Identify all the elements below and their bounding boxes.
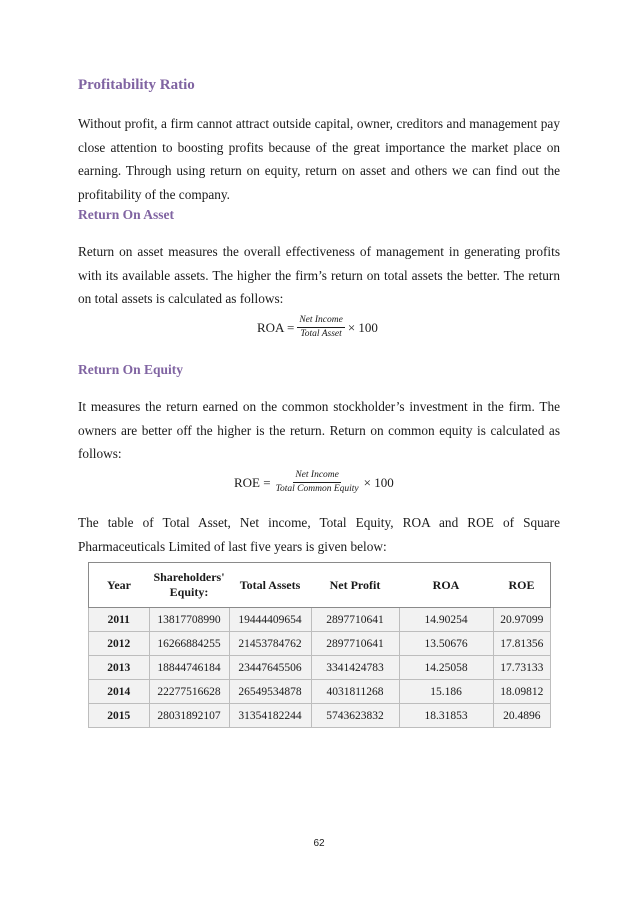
cell-total-assets: 21453784762 (229, 632, 311, 656)
cell-net-profit: 4031811268 (311, 680, 399, 704)
profitability-paragraph: Without profit, a firm cannot attract outside capital, owner, creditors and management pay close attention to boosting profits because of the great importance the market place on earning. Through using return on equity, return on asset and others we can find out the profitability of the company. (78, 116, 560, 202)
header-roe: ROE (493, 563, 551, 608)
cell-total-assets: 23447645506 (229, 656, 311, 680)
cell-roe: 17.73133 (493, 656, 551, 680)
roe-denominator: Total Common Equity (275, 484, 359, 494)
roa-formula (257, 315, 378, 340)
roa-denominator: Total Asset (300, 329, 342, 339)
cell-net-profit: 5743623832 (311, 704, 399, 728)
cell-total-assets: 31354182244 (229, 704, 311, 728)
header-year: Year (89, 563, 150, 608)
table-row (89, 680, 551, 704)
cell-equity: 28031892107 (149, 704, 229, 728)
table-intro-paragraph: The table of Total Asset, Net income, Total Equity, ROA and ROE of Square Pharmaceuticals Limited of last five years is given below: (78, 515, 560, 554)
cell-year: 2011 (89, 608, 150, 632)
table-row (89, 632, 551, 656)
cell-total-assets: 19444409654 (229, 608, 311, 632)
cell-equity: 13817708990 (149, 608, 229, 632)
table-row (89, 656, 551, 680)
cell-roe: 20.4896 (493, 704, 551, 728)
financial-data-table (88, 562, 551, 728)
header-equity: Shareholders' Equity: (149, 563, 229, 608)
cell-total-assets: 26549534878 (229, 680, 311, 704)
roa-formula-rhs: × 100 (347, 319, 378, 335)
table-row (89, 608, 551, 632)
cell-roa: 13.50676 (399, 632, 493, 656)
cell-net-profit: 2897710641 (311, 632, 399, 656)
cell-roa: 14.90254 (399, 608, 493, 632)
cell-equity: 22277516628 (149, 680, 229, 704)
header-total-assets: Total Assets (229, 563, 311, 608)
table-row (89, 704, 551, 728)
roa-fraction (297, 315, 345, 340)
cell-roe: 17.81356 (493, 632, 551, 656)
roa-formula-lhs: ROA = (257, 319, 295, 335)
cell-roa: 15.186 (399, 680, 493, 704)
cell-equity: 16266884255 (149, 632, 229, 656)
table-header-row (89, 563, 551, 608)
page-number: 62 (313, 838, 325, 849)
cell-roa: 18.31853 (399, 704, 493, 728)
cell-year: 2015 (89, 704, 150, 728)
roe-heading: Return On Equity (78, 362, 184, 377)
cell-net-profit: 2897710641 (311, 608, 399, 632)
roa-paragraph: Return on asset measures the overall effectiveness of management in generating profits with its available assets. The higher the firm’s return on total assets the better. The return on total assets is calculated as follows: (78, 244, 560, 306)
roe-formula-rhs: × 100 (363, 474, 394, 490)
roa-heading: Return On Asset (78, 207, 175, 222)
cell-equity: 18844746184 (149, 656, 229, 680)
profitability-heading: Profitability Ratio (78, 77, 195, 93)
cell-year: 2013 (89, 656, 150, 680)
cell-net-profit: 3341424783 (311, 656, 399, 680)
cell-year: 2014 (89, 680, 150, 704)
roa-numerator: Net Income (297, 315, 345, 328)
roe-fraction (274, 470, 361, 495)
cell-roe: 20.97099 (493, 608, 551, 632)
header-roa: ROA (399, 563, 493, 608)
header-net-profit: Net Profit (311, 563, 399, 608)
roe-formula-lhs: ROE = (234, 474, 271, 490)
cell-roe: 18.09812 (493, 680, 551, 704)
roe-numerator: Net Income (293, 470, 341, 483)
roe-paragraph: It measures the return earned on the common stockholder’s investment in the firm. The owners are better off the higher is the return. Return on common equity is calculated as follows: (78, 399, 560, 461)
cell-year: 2012 (89, 632, 150, 656)
cell-roa: 14.25058 (399, 656, 493, 680)
roe-formula (234, 470, 394, 495)
